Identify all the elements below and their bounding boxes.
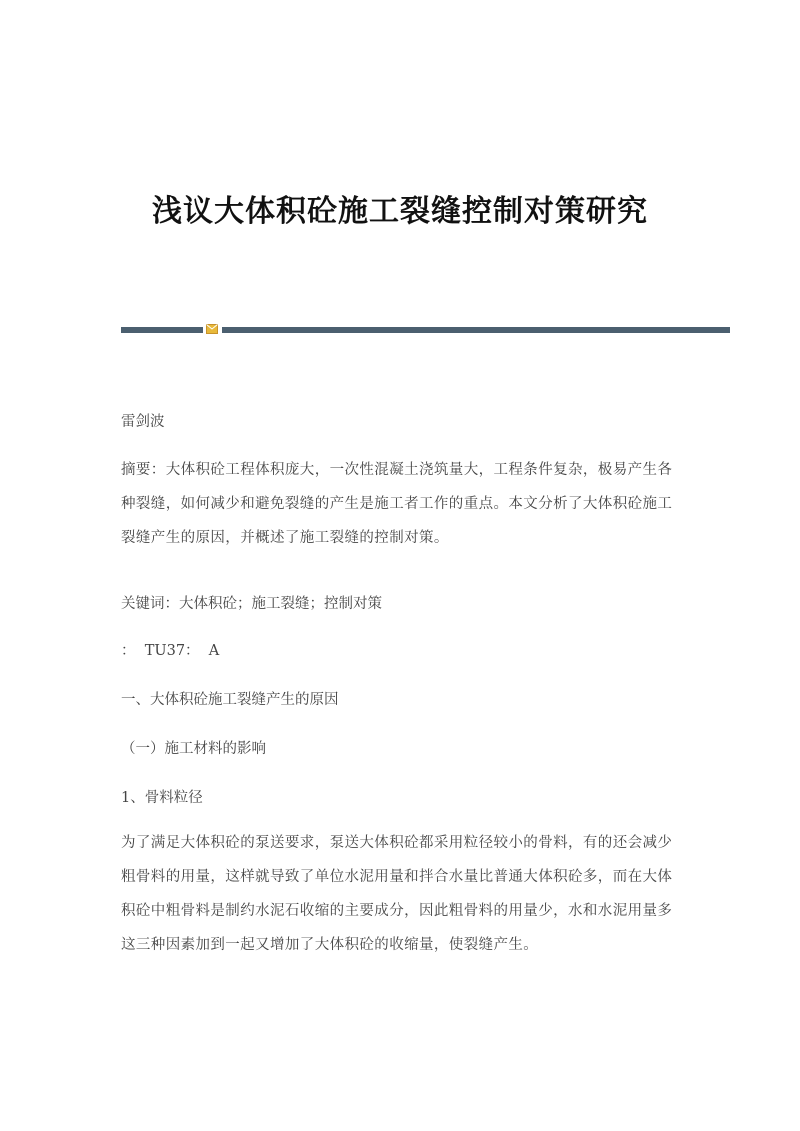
envelope-icon [206, 324, 218, 334]
subsection-heading: （一）施工材料的影响 [121, 741, 266, 757]
title-rule-right [222, 327, 730, 333]
document-title: 浅议大体积砼施工裂缝控制对策研究 [152, 194, 648, 229]
classification-code: ： TU37： A [121, 643, 220, 659]
section-heading: 一、大体积砼施工裂缝产生的原因 [121, 692, 339, 708]
item-heading: 1、骨料粒径 [121, 790, 203, 806]
author: 雷剑波 [121, 414, 165, 430]
abstract: 摘要：大体积砼工程体积庞大，一次性混凝土浇筑量大，工程条件复杂，极易产生各种裂缝，如何减少和避免裂缝的产生是施工者工作的重点。本文分析了大体积砼施工裂缝产生的原因，并概述了施工裂缝的控制对策。 [121, 462, 673, 546]
keywords: 关键词：大体积砼；施工裂缝；控制对策 [121, 596, 382, 612]
body-paragraph: 为了满足大体积砼的泵送要求，泵送大体积砼都采用粒径较小的骨料，有的还会减少粗骨料的用量，这样就导致了单位水泥用量和拌合水量比普通大体积砼多，而在大体积砼中粗骨料是制约水泥石收缩的主要成分，因此粗骨料的用量少，水和水泥用量多这三种因素加到一起又增加了大体积砼的收缩量，使裂缝产生。 [121, 835, 673, 953]
title-rule-left [121, 327, 203, 333]
